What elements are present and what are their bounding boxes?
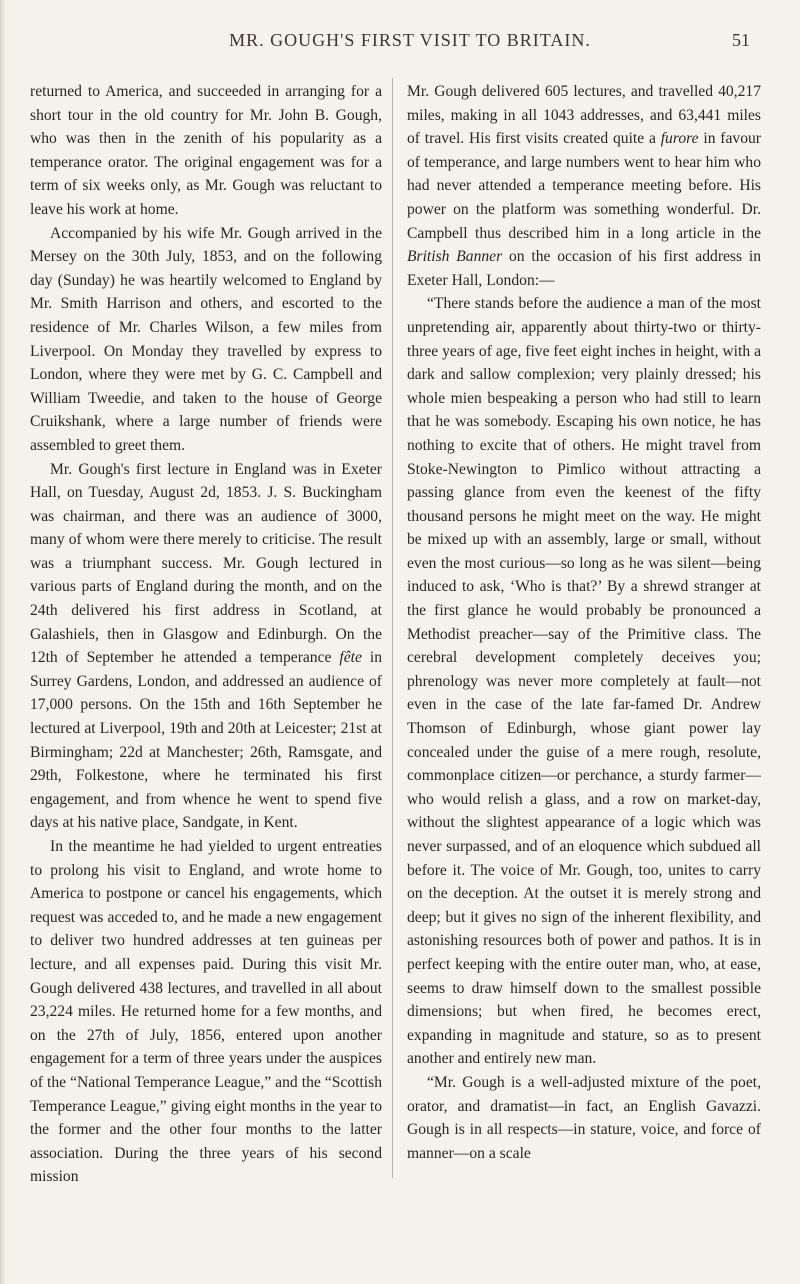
paragraph: In the meantime he had yielded to urgent entreaties to prolong his visit to England, and wrote home to America to postpone or cancel his engagements, which request was acceded to, and he made a new engagement to deliver two hundred addresses at ten guineas per lecture, and all expenses paid. During this visit Mr. Gough delivered 438 lectures, and travelled in all about 23,224 miles. He returned home for a few months, and on the 27th of July, 1856, entered upon another engagement for a term of three years under the auspices of the “National Temperance League,” and the “Scottish Temperance League,” giving eight months in the year to the former and the other four months to the latter association. During the three years of his second mission <box>30 838 382 1186</box>
italic-text: British Banner <box>407 248 503 266</box>
column-divider <box>392 78 393 1178</box>
page-header <box>0 30 800 54</box>
quotation-paragraph: “There stands before the audience a man of the most unpretending air, apparently about thirty-two or thirty-three years of age, five feet eight inches in height, with a dark and sallow complexion; very plainly dressed; his whole mien bespeaking a person who had still to learn that he was somebody. Escaping his own notice, he has nothing to excite that of others. He might travel from Stoke-Newington to Pimlico without attracting a passing glance from even the keenest of the fifty thousand persons he might meet on the way. He might be mixed up with an assembly, large or small, without even the most curious—so long as he was silent—being induced to ask, ‘Who is that?’ By a shrewd stranger at the first glance he would probably be pronounced a Methodist preacher—say of the Primitive class. The cerebral development completely deceives you; phrenology was never more completely at fault—not even in the case of the late far-famed Dr. Andrew Thomson of Edinburgh, whose giant power lay concealed under the guise of a mere rough, resolute, commonplace citizen—or perchance, a sturdy farmer—who would relish a glass, and a row on market-day, without the slightest appearance of a logic which was never surpassed, and of an eloquence which subdued all before it. The voice of Mr. Gough, too, unites to carry on the deception. At the outset it is merely strong and deep; but it gives no sign of the inherent flexibility, and astonishing resources both of power and pathos. It is in perfect keeping with the entire outer man, who, at ease, seems to draw himself down to the smallest possible dimensions; but when fired, he becomes erect, expanding in magnitude and stature, so as to present another and entirely new man. <box>407 295 761 1068</box>
running-head: MR. GOUGH'S FIRST VISIT TO BRITAIN. <box>229 30 591 50</box>
quotation-paragraph: “Mr. Gough is a well-adjusted mixture of the poet, orator, and dramatist—in fact, an English Gavazzi. Gough is in all respects—in stature, voice, and force of manner—on a scale <box>407 1073 761 1162</box>
text-run: in favour of temperance, and large numbers went to hear him who had never attended a temperance meeting before. His power on the platform was something wonderful. Dr. Campbell thus described him in a long article in the <box>407 130 761 242</box>
page-number: 51 <box>732 30 750 50</box>
left-column <box>30 80 382 1189</box>
paragraph: returned to America, and succeeded in arranging for a short tour in the old country for Mr. John B. Gough, who was then in the zenith of his popularity as a temperance orator. The original engagement was for a term of six weeks only, as Mr. Gough was reluctant to leave his work at home. <box>30 83 382 218</box>
text-run: on the occasion of his first address in Exeter Hall, London:— <box>407 248 761 289</box>
paragraph <box>30 458 382 836</box>
italic-text: fête <box>339 649 362 667</box>
paragraph <box>407 80 761 292</box>
paragraph: Accompanied by his wife Mr. Gough arrived in the Mersey on the 30th July, 1853, and on the following day (Sunday) he was heartily welcomed to England by Mr. Smith Harrison and others, and escorted to the residence of Mr. Charles Wilson, a few miles from Liverpool. On Monday they travelled by express to London, where they were met by G. C. Campbell and William Tweedie, and taken to the house of George Cruikshank, where a large number of friends were assembled to greet them. <box>30 224 382 454</box>
page-gutter-shadow <box>0 0 6 1284</box>
right-column <box>407 80 761 1165</box>
text-run: Mr. Gough delivered 605 lectures, and travelled 40,217 miles, making in all 1043 addresses, and 63,441 miles of travel. His first visits created quite a <box>407 83 761 148</box>
italic-text: furore <box>660 130 699 148</box>
text-run: in Surrey Gardens, London, and addressed an audience of 17,000 persons. On the 15th and 16th September he lectured at Liverpool, 19th and 20th at Leicester; 21st at Birmingham; 22d at Manchester; 26th, Ramsgate, and 29th, Folkestone, where he terminated his first engagement, and from whence he went to spend five days at his native place, Sandgate, in Kent. <box>30 649 383 832</box>
text-run: Mr. Gough's first lecture in England was in Exeter Hall, on Tuesday, August 2d, 1853. J. S. Buckingham was chairman, and there was an audience of 3000, many of whom were there merely to criticise. The result was a triumphant success. Mr. Gough lectured in various parts of England during the month, and on the 24th delivered his first address in Scotland, at Galashiels, then in Glasgow and Edinburgh. On the 12th of September he attended a temperance <box>30 460 382 667</box>
